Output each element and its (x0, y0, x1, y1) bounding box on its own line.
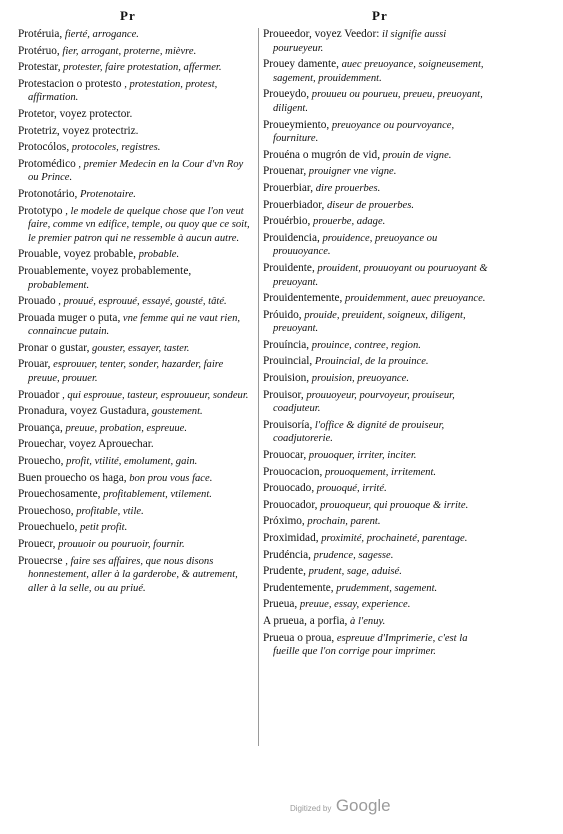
entry-translation: prouident, prouuoyant ou pouruoyant & preuoyant. (273, 262, 488, 288)
entry-translation: profitable, vtile. (73, 505, 144, 517)
entry-translation: , le modele de quelque chose que l'on veut faire, comme vn edifice, temple, ou quoy que ce soit, le premier patron qui ne ressemble à aucun autre. (28, 205, 250, 244)
entry-headword: Prouidentemente, (263, 292, 343, 305)
dictionary-entry (18, 312, 250, 339)
entry-translation: prochain, parent. (304, 516, 381, 528)
entry-headword: Prouisoría, (263, 418, 313, 431)
dictionary-entry (18, 295, 250, 309)
dictionary-entry (263, 149, 495, 163)
entry-headword: Prueua, (263, 598, 298, 611)
entry-headword: Prouocador, (263, 498, 318, 511)
entry-translation: dire prouerbes. (313, 182, 381, 194)
entry-translation: l'office & dignité de prouiseur, coadjutorerie. (273, 419, 445, 445)
entry-translation: diseur de prouerbes. (324, 199, 415, 211)
entry-translation: preuue, essay, experience. (297, 599, 411, 611)
dictionary-entry (18, 125, 250, 139)
entry-translation: auec preuoyance, soigneusement, sagement, prouidemment. (273, 59, 484, 84)
entry-headword: Protomédico (18, 157, 76, 170)
entry-headword: Próximo, (263, 515, 305, 528)
dictionary-entry (263, 449, 495, 463)
entry-headword: Protéruo, (18, 44, 60, 57)
dictionary-entry (263, 165, 495, 179)
entry-headword: Prouey damente, (263, 58, 339, 71)
dictionary-entry (263, 598, 495, 612)
entry-translation: profitablement, vtilement. (100, 489, 212, 501)
entry-headword: Proueymiento, (263, 118, 330, 131)
entry-translation: esprouuer, tenter, sonder, hazarder, faire preuue, prouuer. (28, 359, 224, 385)
dictionary-entry (263, 515, 495, 529)
dictionary-entry (18, 45, 250, 59)
entry-headword: Prouechosamente, (18, 488, 101, 501)
entry-headword: Prouada muger o puta, (18, 311, 121, 324)
dictionary-entry (263, 372, 495, 386)
entry-headword: Proueydo, (263, 88, 310, 101)
entry-translation: prouerbe, adage. (310, 216, 386, 228)
entry-headword: Prouable, voyez probable, (18, 248, 136, 261)
google-logo: Google (335, 796, 391, 815)
dictionary-entry (263, 119, 495, 146)
dictionary-entry (263, 355, 495, 369)
entry-headword: Prouidencia, (263, 231, 320, 244)
dictionary-entry (263, 632, 495, 659)
entry-headword: Protetor, voyez protector. (18, 107, 133, 120)
dictionary-entry (263, 582, 495, 596)
entry-headword: Prouérbio, (263, 215, 311, 228)
entry-translation: prouoqueur, qui prouoque & irrite. (317, 499, 469, 511)
entry-headword: Prouocado, (263, 482, 315, 495)
entry-translation: fier, arrogant, proterne, mièvre. (59, 45, 197, 57)
entry-translation: probablement. (28, 279, 90, 291)
entry-translation: preuue, probation, espreuue. (62, 422, 188, 434)
entry-translation: prudemment, sagement. (333, 582, 438, 594)
entry-translation: prouueu ou pourueu, preueu, preuoyant, diligent. (273, 89, 483, 114)
entry-headword: Prouecr, (18, 538, 56, 550)
dictionary-entry (18, 555, 250, 596)
dictionary-entry (263, 466, 495, 480)
dictionary-entry (263, 565, 495, 579)
entry-translation: gouster, essayer, taster. (89, 342, 190, 354)
entry-headword: Prouenar, (263, 165, 307, 178)
entry-headword: Prouerbiar, (263, 181, 314, 194)
dictionary-entry (263, 615, 495, 629)
dictionary-entry (18, 521, 250, 535)
entry-headword: Prototypo (18, 204, 63, 217)
entry-headword: Prouocacion, (263, 465, 323, 478)
entry-headword: Prouincial, (263, 355, 313, 368)
entry-translation: , faire ses affaires, que nous disons honnestement, aller à la garderobe, & autrement, aller à la selle, ou au priué. (28, 555, 238, 594)
entry-headword: Prouisor, (263, 388, 304, 401)
entry-translation: prudence, sagesse. (311, 549, 394, 561)
entry-translation: prouuoyeur, pourvoyeur, prouiseur, coadjuteur. (273, 389, 455, 415)
entry-translation: protocoles, registres. (69, 142, 161, 154)
right-column (263, 28, 495, 662)
dictionary-entry (18, 141, 250, 155)
dictionary-entry (18, 422, 250, 436)
entry-headword: Prouechuelo, (18, 521, 78, 534)
entry-translation: prouin de vigne. (380, 149, 452, 161)
entry-headword: Prouar, (18, 358, 51, 371)
entry-translation: prouide, preuident, soigneux, diligent, preuoyant. (273, 309, 466, 335)
column-divider (258, 28, 259, 746)
entry-translation: prouigner vne vigne. (306, 166, 397, 178)
digitized-by-label: Digitized by (290, 804, 332, 813)
entry-headword: Próuido, (263, 308, 302, 321)
dictionary-entry (18, 265, 250, 292)
entry-headword: Protocólos, (18, 141, 70, 154)
dictionary-entry (263, 88, 495, 115)
dictionary-entry (18, 158, 250, 185)
dictionary-entry (18, 188, 250, 202)
dictionary-entry (18, 28, 250, 42)
entry-headword: Prouecho, (18, 455, 64, 468)
entry-translation: prudent, sage, aduisé. (305, 566, 402, 578)
entry-headword: Protonotário, (18, 187, 78, 200)
entry-headword: Prudentemente, (263, 581, 334, 594)
entry-headword: Prouocar, (263, 449, 307, 462)
dictionary-entry (263, 182, 495, 196)
dictionary-entry (18, 108, 250, 122)
entry-translation: petit profit. (77, 522, 128, 534)
entry-headword: Protestacion o protesto (18, 77, 122, 90)
left-column (18, 28, 250, 598)
entry-translation: goustement. (149, 406, 203, 418)
entry-translation: prouoquer, irriter, inciter. (306, 450, 417, 462)
left-running-header: Pr (120, 8, 136, 23)
dictionary-entry (18, 505, 250, 519)
entry-headword: Prouablemente, voyez probablemente, (18, 264, 192, 277)
entry-translation: preuoyance ou pourvoyance, fourniture. (273, 119, 455, 145)
dictionary-entry (263, 532, 495, 546)
entry-headword: A prueua, a porfia, (263, 614, 348, 627)
digitization-watermark (290, 796, 391, 816)
entry-headword: Prouador (18, 388, 60, 401)
dictionary-entry (263, 482, 495, 496)
entry-headword: Prouéna o mugrón de vid, (263, 148, 381, 161)
entry-headword: Prouecrse (18, 554, 63, 567)
dictionary-entry (263, 28, 495, 55)
dictionary-entry (263, 419, 495, 446)
right-running-header: Pr (372, 8, 388, 23)
entry-headword: Prueua o proua, (263, 631, 335, 644)
entry-translation: , prouué, esprouué, essayé, gousté, tâté. (55, 296, 227, 308)
entry-headword: Prouança, (18, 421, 63, 434)
entry-headword: Buen prouecho os haga, (18, 471, 127, 484)
dictionary-entry (18, 389, 250, 403)
dictionary-entry (18, 472, 250, 486)
dictionary-entry (263, 262, 495, 289)
dictionary-entry (18, 205, 250, 246)
entry-translation: prouision, preuoyance. (309, 373, 409, 385)
entry-headword: Proximidad, (263, 532, 319, 544)
entry-translation: vne femme qui ne vaut rien, connaincue putain. (28, 312, 241, 338)
entry-translation: protester, faire protestation, affermer. (60, 62, 222, 74)
dictionary-entry (263, 215, 495, 229)
entry-translation: , premier Medecin en la Cour d'vn Roy ou Prince. (28, 158, 244, 184)
entry-translation: probable. (135, 249, 180, 261)
dictionary-entry (263, 549, 495, 563)
dictionary-entry (263, 232, 495, 259)
entry-translation: bon prou vous face. (126, 472, 213, 484)
entry-translation: prouidence, preuoyance ou prouuoyance. (273, 232, 438, 258)
dictionary-entry (18, 405, 250, 419)
entry-headword: Prouerbiador, (263, 198, 325, 211)
entry-translation: Protenotaire. (77, 188, 136, 200)
entry-translation: prouidemment, auec preuoyance. (342, 293, 486, 305)
dictionary-entry (263, 389, 495, 416)
dictionary-entry (263, 309, 495, 336)
entry-headword: Proueedor, voyez Veedor: (263, 28, 380, 40)
entry-headword: Pronadura, voyez Gustadura, (18, 405, 150, 418)
entry-headword: Prouíncia, (263, 338, 310, 351)
dictionary-entry (18, 78, 250, 105)
entry-translation: il signifie aussi pourueyeur. (273, 29, 447, 54)
entry-headword: Pronar o gustar, (18, 341, 90, 354)
dictionary-entry (18, 455, 250, 469)
entry-headword: Protéruia, (18, 28, 63, 40)
entry-translation: profit, vtilité, emolument, gain. (63, 456, 198, 468)
entry-translation: prouuoir ou pouruoir, fournir. (55, 539, 185, 550)
entry-headword: Prouision, (263, 372, 310, 385)
entry-translation: espreuue d'Imprimerie, c'est la fueille que l'on corrige pour imprimer. (273, 632, 468, 658)
entry-headword: Prouidente, (263, 261, 315, 274)
dictionary-entry (18, 438, 250, 452)
entry-headword: Protetriz, voyez protectriz. (18, 124, 139, 137)
entry-translation: à l'enuy. (347, 615, 386, 627)
dictionary-entry (18, 358, 250, 385)
entry-translation: prouince, contree, region. (309, 339, 421, 351)
entry-translation: fierté, arrogance. (62, 29, 139, 40)
entry-headword: Prouechar, voyez Aprouechar. (18, 438, 154, 451)
dictionary-entry (263, 339, 495, 353)
entry-headword: Prudéncia, (263, 548, 311, 561)
dictionary-entry (263, 499, 495, 513)
dictionary-entry (263, 58, 495, 85)
entry-headword: Prouado (18, 295, 56, 308)
dictionary-entry (18, 248, 250, 262)
entry-translation: proximité, prochaineté, parentage. (318, 533, 468, 544)
entry-translation: , qui esprouue, tasteur, esprouueur, sondeur. (59, 389, 249, 401)
dictionary-entry (18, 538, 250, 552)
entry-translation: prouoquement, irritement. (322, 466, 437, 478)
entry-translation: prouoqué, irrité. (314, 483, 387, 495)
entry-headword: Prouechoso, (18, 504, 74, 517)
dictionary-entry (263, 292, 495, 306)
entry-headword: Protestar, (18, 61, 61, 74)
dictionary-entry (18, 488, 250, 502)
entry-translation: Prouincial, de la prouince. (312, 356, 429, 368)
dictionary-entry (18, 342, 250, 356)
dictionary-entry (18, 61, 250, 75)
entry-translation: , protestation, protest, affirmation. (28, 78, 218, 104)
dictionary-entry (263, 199, 495, 213)
entry-headword: Prudente, (263, 565, 306, 578)
